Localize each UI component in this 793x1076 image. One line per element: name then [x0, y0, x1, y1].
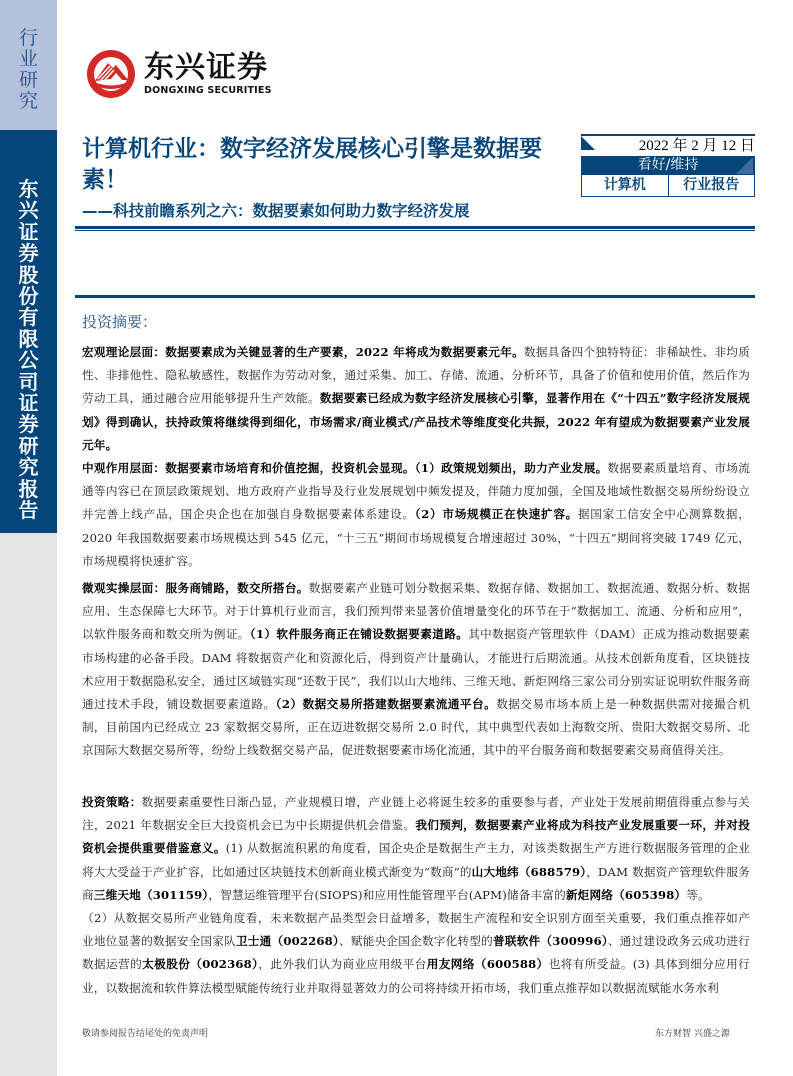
sidebar-category-band	[0, 0, 57, 130]
sidebar-char: 券	[18, 412, 39, 437]
body-text: 数据要素重要性日渐凸显，产业规模日增，产业链上必将诞生较多的重要参与者，产业处于发展前期值得重点参与关注，2021 年数据安全巨大投资机会已为中长期提供机会借鉴。	[82, 795, 750, 833]
report-title: 计算机行业：数字经济发展核心引擎是数据要素！	[82, 136, 542, 193]
emphasis-text: （1）软件服务商正在铺设数据要素道路。	[249, 627, 469, 642]
sector-label: 计算机	[603, 177, 646, 193]
header-divider	[75, 226, 755, 229]
logo-name-cn: 东兴证券	[144, 50, 268, 85]
rating-row	[581, 156, 755, 175]
body-text: ，此外我们认为商业应用级平台	[258, 957, 427, 972]
corner-triangle-icon	[736, 157, 753, 174]
summary-paragraph-meso	[82, 457, 750, 573]
body-text: 数据交易市场本质上是一种数据供需对接撮合机制，目前国内已经成立 23 家数据交易所，正在迈进数据交易所 2.0 时代，其中典型代表如上海数交所、贵阳大数据交易所、北京国际大数据交易所等，纷纷上线数据交易产品，促进数据要素市场化流通，其中的平台服务商和数据要素交易商值得关注。	[82, 697, 751, 758]
sidebar-char: 东	[18, 177, 39, 201]
section-divider	[75, 295, 755, 298]
emphasis-text: 中观作用层面：数据要素市场培育和价值挖掘，投资机会显现。（1）政策规划频出，助力产业发展。	[82, 461, 608, 475]
logo-name-en: DONGXING SECURITIES	[144, 85, 272, 96]
report-info-box	[581, 134, 755, 197]
emphasis-text: 山大地纬（688579）	[471, 864, 587, 879]
body-text: 数据具备四个独特特征：非稀缺性、非均质性、非排他性、隐私敏感性，数据作为劳动对象，通过采集、加工、存储、流通、分析环节，具备了价值和使用价值，然后作为劳动工具，通过融合应用能够提升生产效能。	[82, 345, 750, 406]
sidebar-char: 证	[18, 391, 39, 416]
sidebar-company-band	[0, 130, 57, 533]
sidebar-char: 份	[18, 284, 39, 309]
report-subtitle: ——科技前瞻系列之六：数据要素如何助力数字经济发展	[82, 202, 470, 220]
summary-paragraph-macro	[82, 341, 750, 457]
body-text: 数据要素质量培育、市场流通等内容已在顶层政策规划、地方政府产业指导及行业发展规划中频发提及，伴随力度加强，全国及地域性数据交易所纷纷设立并完善上线产品，国企央企也在加强自身数据要素体系建设。	[82, 461, 750, 522]
sidebar-char: 研	[18, 433, 39, 458]
sidebar-char: 司	[18, 369, 39, 394]
sector-row	[581, 175, 755, 197]
emphasis-text: 投资策略：	[82, 795, 142, 809]
body-text: 其中数据资产管理软件（DAM）正成为推动数据要素市场构建的必备手段。DAM 将数据资产化和资源化后，得到资产计量确认，才能进行后期流通。从技术创新角度看，区块链技术应用于数据隐私安全，通过区域链实现“还数于民”，我们以山大地纬、三维天地、新炬网络三家公司分别实证说明软件服务商通过技术手段，铺设数据要素道路。	[82, 627, 751, 712]
footer-disclaimer: 敬请参阅报告结尾处的免责声明	[82, 1029, 209, 1039]
emphasis-text: 数据要素已经成为数字经济发展核心引擎，显著作用在《“十四五”数字经济发展规划》得到确认，扶持政策将继续得到细化，市场需求/商业模式/产品技术等维度变化共振，2022 年有望成为数据要素产业发展元年。	[82, 391, 750, 452]
emphasis-text: （2）数据交易所搭建数据要素流通平台。	[275, 697, 497, 712]
emphasis-text: 宏观理论层面：数据要素成为关键显著的生产要素，2022 年将成为数据要素元年。	[82, 345, 524, 359]
sidebar-char: 行	[18, 27, 38, 49]
sidebar-char: 证	[18, 219, 39, 244]
dongxing-logo-icon	[86, 49, 136, 99]
sidebar-char: 兴	[18, 198, 39, 223]
header-divider-thin	[75, 230, 755, 231]
report-date-row	[581, 134, 755, 156]
body-text: 等。	[686, 887, 710, 902]
rating-badge: 看好/维持	[637, 157, 699, 173]
emphasis-text: 卫士通（002268）	[235, 934, 340, 949]
emphasis-text: 用友网络（600588）	[426, 957, 549, 972]
emphasis-text: （2）市场规模正在快速扩容。	[414, 507, 578, 522]
emphasis-text: 新炬网络（605398）	[565, 887, 687, 902]
footer-slogan: 东方财智 兴盛之源	[655, 1029, 730, 1039]
body-text: 也将有所受益。(3) 具体到细分应用行业，以数据流和软件算法模型赋能传统行业并取得显著效力的公司将持续开拓市场，我们重点推荐如以数据流赋能水务水利	[82, 957, 750, 995]
sidebar-char: 报	[18, 476, 39, 501]
sidebar-company-label	[0, 179, 57, 522]
sidebar-char: 究	[18, 455, 39, 480]
sidebar-char: 公	[18, 348, 39, 373]
report-type-label: 行业报告	[668, 175, 755, 196]
body-text: ，智慧运维管理平台(SIOPS)和应用性能管理平台(APM)储备丰富的	[208, 887, 566, 902]
sidebar-char: 究	[18, 90, 38, 112]
summary-paragraph-strategy-cont	[82, 907, 750, 1000]
sidebar-filler	[0, 533, 57, 1076]
emphasis-text: 微观实操层面：服务商铺路，数交所搭台。	[82, 581, 309, 595]
summary-paragraph-strategy	[82, 791, 750, 907]
emphasis-text: 普联软件（300996）	[493, 934, 608, 949]
emphasis-text: 太极股份（002368）	[142, 957, 259, 972]
sidebar-char: 有	[18, 305, 39, 330]
company-logo	[86, 46, 272, 102]
body-text: 据国家工信安全中心测算数据，2020 年我国数据要素市场规模达到 545 亿元，“十三五”期间市场规模复合增速超过 30%，“十四五”期间将突破 1749 亿元，市场规模将快速扩容。	[82, 507, 750, 568]
sidebar-char: 业	[18, 48, 38, 70]
summary-heading: 投资摘要：	[82, 313, 158, 331]
sidebar-category-label	[0, 28, 57, 112]
body-text: (1) 从数据流积累的角度看，国企央企是数据生产主力，对该类数据生产方进行数据服务管理的企业将大大受益于产业扩容，比如通过区块链技术创新商业模式渐变为“数商”的	[82, 841, 750, 879]
body-text: ，DAM 数据资产管理软件服务商	[82, 864, 751, 902]
emphasis-text: 三维天地（301159）	[93, 887, 209, 902]
sidebar-char: 研	[18, 69, 38, 91]
body-text: 数据要素产业链可划分数据采集、数据存储、数据加工、数据流通、数据分析、数据应用、生态保障七大环节。对于计算机行业而言，我们预判带来显著价值增量变化的环节在于“数据加工、流通、分析和应用”，以软件服务商和数交所为例证。	[82, 581, 750, 642]
body-text: 、赋能央企国企数字化转型的	[339, 934, 494, 949]
body-text: 、通过建设政务云成功进行数据运营的	[82, 934, 751, 972]
sidebar-char: 股	[18, 262, 39, 287]
sidebar-char: 限	[18, 326, 39, 351]
body-text: （2）从数据交易所产业链角度看，未来数据产品类型会日益增多，数据生产流程和安全识别方面至关重要，我们重点推荐如产业地位显著的数据安全国家队	[82, 911, 750, 949]
sidebar-char: 告	[18, 498, 39, 523]
summary-paragraph-micro	[82, 577, 750, 763]
emphasis-text: 我们预判，数据要素产业将成为科技产业发展重要一环，并对投资机会提供重要借鉴意义。	[82, 818, 750, 856]
report-date: 2022 年 2 月 12 日	[638, 138, 755, 154]
corner-triangle-icon	[581, 136, 595, 150]
sidebar-char: 券	[18, 241, 39, 266]
